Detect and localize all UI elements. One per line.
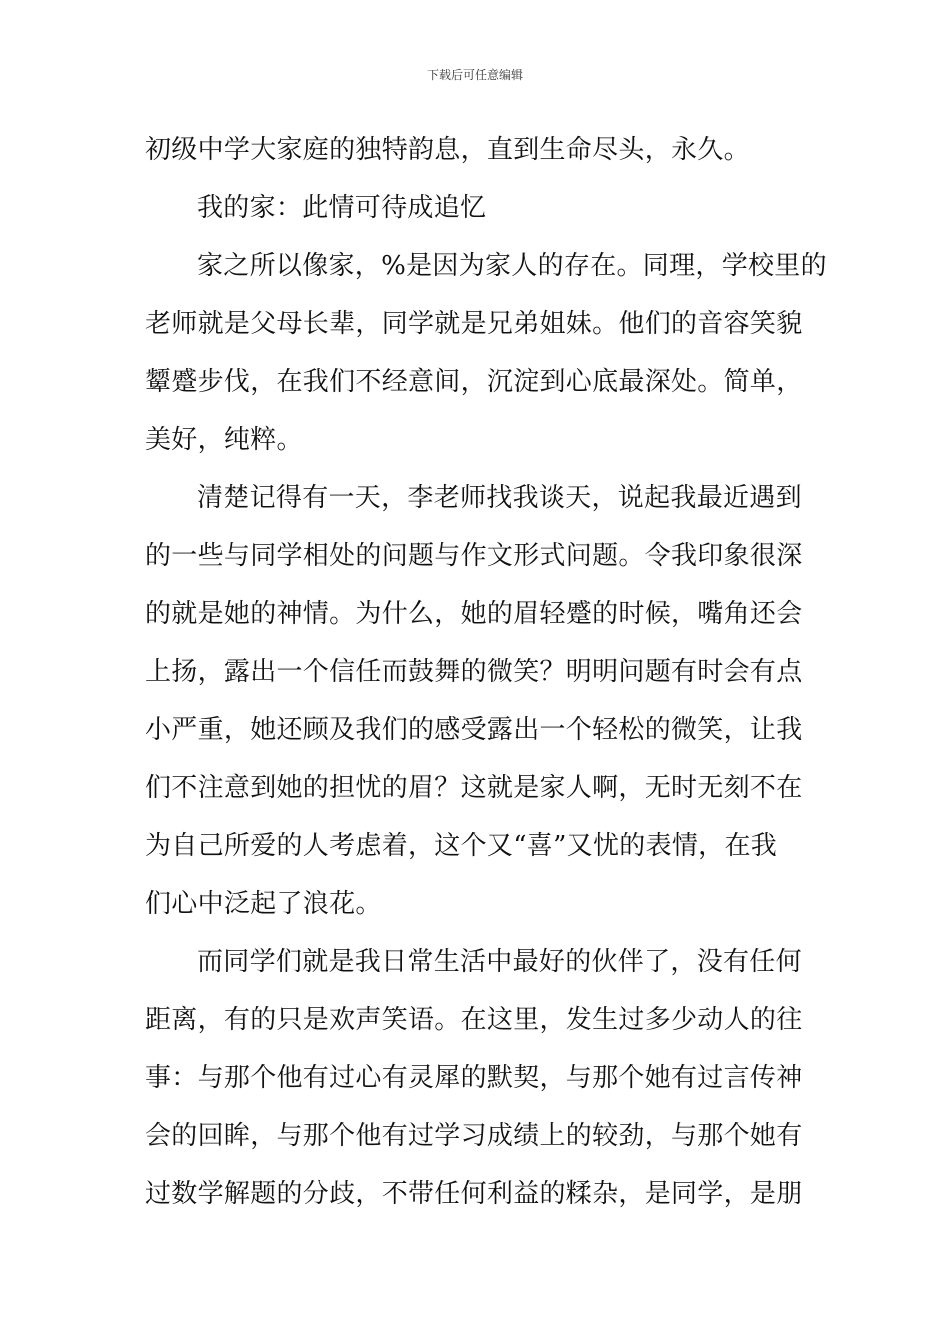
page-header-note: 下载后可任意编辑 (426, 68, 523, 82)
section-heading: 我的家：此情可待成追忆 (197, 193, 487, 223)
text-line: 会的回眸，与那个他有过学习成绩上的较劲，与那个她有 (145, 1121, 803, 1151)
text-line: 过数学解题的分歧，不带任何利益的糅杂，是同学，是朋 (145, 1179, 803, 1209)
text-line: 老师就是父母长辈，同学就是兄弟姐妹。他们的音容笑貌 (145, 309, 803, 339)
text-line: 的就是她的神情。为什么，她的眉轻蹙的时候，嘴角还会 (145, 599, 803, 629)
text-line: 距离，有的只是欢声笑语。在这里，发生过多少动人的往 (145, 1005, 803, 1035)
text-line: 为自己所爱的人考虑着，这个又“喜”又忧的表情，在我 (145, 831, 778, 861)
text-line: 的一些与同学相处的问题与作文形式问题。令我印象很深 (145, 541, 803, 571)
text-line: 初级中学大家庭的独特韵息，直到生命尽头，永久。 (145, 135, 750, 165)
text-line: 小严重，她还顾及我们的感受露出一个轻松的微笑，让我 (145, 715, 803, 745)
text-line: 颦蹙步伐，在我们不经意间，沉淀到心底最深处。简单， (145, 367, 803, 397)
text-line: 们不注意到她的担忧的眉？这就是家人啊，无时无刻不在 (145, 773, 803, 803)
text-line: 美好，纯粹。 (145, 425, 303, 455)
text-line: 家之所以像家，%是因为家人的存在。同理，学校里的 (197, 251, 827, 281)
text-line: 们心中泛起了浪花。 (145, 889, 382, 919)
text-line: 而同学们就是我日常生活中最好的伙伴了，没有任何 (197, 947, 802, 977)
text-line: 上扬，露出一个信任而鼓舞的微笑？明明问题有时会有点 (145, 657, 803, 687)
text-line: 事：与那个他有过心有灵犀的默契，与那个她有过言传神 (145, 1063, 803, 1093)
text-line: 清楚记得有一天，李老师找我谈天，说起我最近遇到 (197, 483, 802, 513)
